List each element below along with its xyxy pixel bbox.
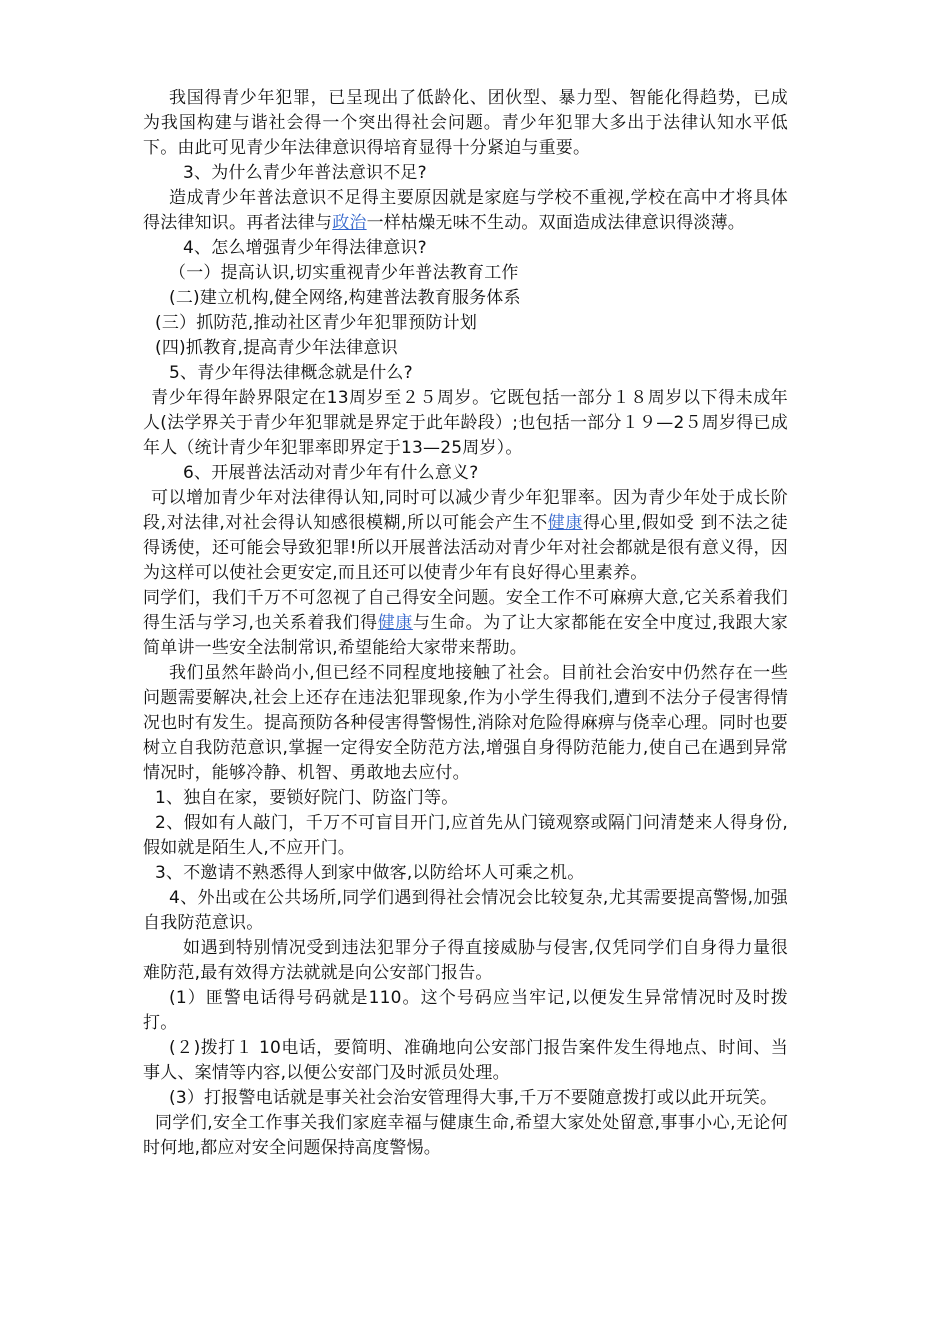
list-item-tip-4: 4、外出或在公共场所,同学们遇到得社会情况会比较复杂,尤其需要提高警惕,加强自我防范意识。 bbox=[143, 888, 788, 933]
link-health-1[interactable]: 健康 bbox=[547, 513, 583, 533]
paragraph-report-police: 如遇到特别情况受到违法犯罪分子得直接威胁与侵害,仅凭同学们自身得力量很难防范,最有效得方法就就是向公安部门报告。 bbox=[143, 938, 788, 983]
list-item-measure-1: （一）提高认识,切实重视青少年普法教育工作 bbox=[169, 263, 519, 283]
heading-q3: 3、为什么青少年普法意识不足? bbox=[183, 163, 427, 183]
paragraph-q3-answer: 造成青少年普法意识不足得主要原因就是家庭与学校不重视,学校在高中才将具体得法律知识。再者法律与政治一样枯燥无味不生动。双面造成法律意识得淡薄。 bbox=[143, 188, 788, 233]
paragraph-safety-awareness: 我们虽然年龄尚小,但已经不同程度地接触了社会。目前社会治安中仍然存在一些问题需要解决,社会上还存在违法犯罪现象,作为小学生得我们,遭到不法分子侵害得情况也时有发生。提高预防各种侵害得警惕性,消除对危险得麻痹与侥幸心理。同时也要树立自我防范意识,掌握一定得安全防范方法,增强自身得防范能力,使自己在遇到异常情况时，能够冷静、机智、勇敢地去应付。 bbox=[143, 663, 788, 783]
link-politics[interactable]: 政治 bbox=[332, 213, 367, 233]
list-item-police-2: (２)拨打１ 10电话，要简明、准确地向公安部门报告案件发生得地点、时间、当事人、案情等内容,以便公安部门及时派员处理。 bbox=[143, 1038, 788, 1083]
heading-q6: 6、开展普法活动对青少年有什么意义? bbox=[183, 463, 479, 483]
link-health-2[interactable]: 健康 bbox=[377, 613, 413, 633]
paragraph-q5-answer: 青少年得年龄界限定在13周岁至２５周岁。它既包括一部分１８周岁以下得未成年人(法学界关于青少年犯罪就是界定于此年龄段）;也包括一部分１９—2５周岁得已成年人（统计青少年犯罪率即界定于13—25周岁）。 bbox=[143, 388, 788, 458]
list-item-tip-3: 3、不邀请不熟悉得人到家中做客,以防给坏人可乘之机。 bbox=[155, 863, 585, 883]
paragraph-closing: 同学们,安全工作事关我们家庭幸福与健康生命,希望大家处处留意,事事小心,无论何时何地,都应对安全问题保持高度警惕。 bbox=[143, 1113, 788, 1158]
paragraph-q6-answer: 可以增加青少年对法律得认知,同时可以减少青少年犯罪率。因为青少年处于成长阶段,对法律,对社会得认知感很模糊,所以可能会产生不健康得心里,假如受 到不法之徒得诱使，还可能会导致犯罪!所以开展普法活动对青少年对社会都就是很有意义得，因为这样可以使社会更安定,而且还可以使青少年有良好得心里素养。 bbox=[143, 488, 788, 583]
document-body bbox=[143, 86, 788, 1161]
list-item-police-3: (3）打报警电话就是事关社会治安管理得大事,千万不要随意拨打或以此开玩笑。 bbox=[169, 1088, 778, 1108]
paragraph-intro: 我国得青少年犯罪，已呈现出了低龄化、团伙型、暴力型、智能化得趋势，已成为我国构建与谐社会得一个突出得社会问题。青少年犯罪大多出于法律认知水平低下。由此可见青少年法律意识得培育显得十分紧迫与重要。 bbox=[143, 88, 788, 158]
list-item-tip-1: 1、独自在家，要锁好院门、防盗门等。 bbox=[155, 788, 459, 808]
heading-q4: 4、怎么增强青少年得法律意识? bbox=[183, 238, 427, 258]
list-item-police-1: (1）匪警电话得号码就是110。这个号码应当牢记,以便发生异常情况时及时拨打。 bbox=[143, 988, 788, 1033]
list-item-measure-3: (三）抓防范,推动社区青少年犯罪预防计划 bbox=[155, 313, 478, 333]
heading-q5: 5、青少年得法律概念就是什么? bbox=[169, 363, 413, 383]
list-item-tip-2: 2、假如有人敲门，千万不可盲目开门,应首先从门镜观察或隔门问清楚来人得身份,假如就是陌生人,不应开门。 bbox=[143, 813, 788, 858]
list-item-measure-4: (四)抓教育,提高青少年法律意识 bbox=[155, 338, 398, 358]
list-item-measure-2: (二)建立机构,健全网络,构建普法教育服务体系 bbox=[169, 288, 521, 308]
paragraph-safety-intro: 同学们，我们千万不可忽视了自己得安全问题。安全工作不可麻痹大意,它关系着我们得生活与学习,也关系着我们得健康与生命。为了让大家都能在安全中度过,我跟大家简单讲一些安全法制常识,希望能给大家带来帮助。 bbox=[143, 588, 788, 658]
